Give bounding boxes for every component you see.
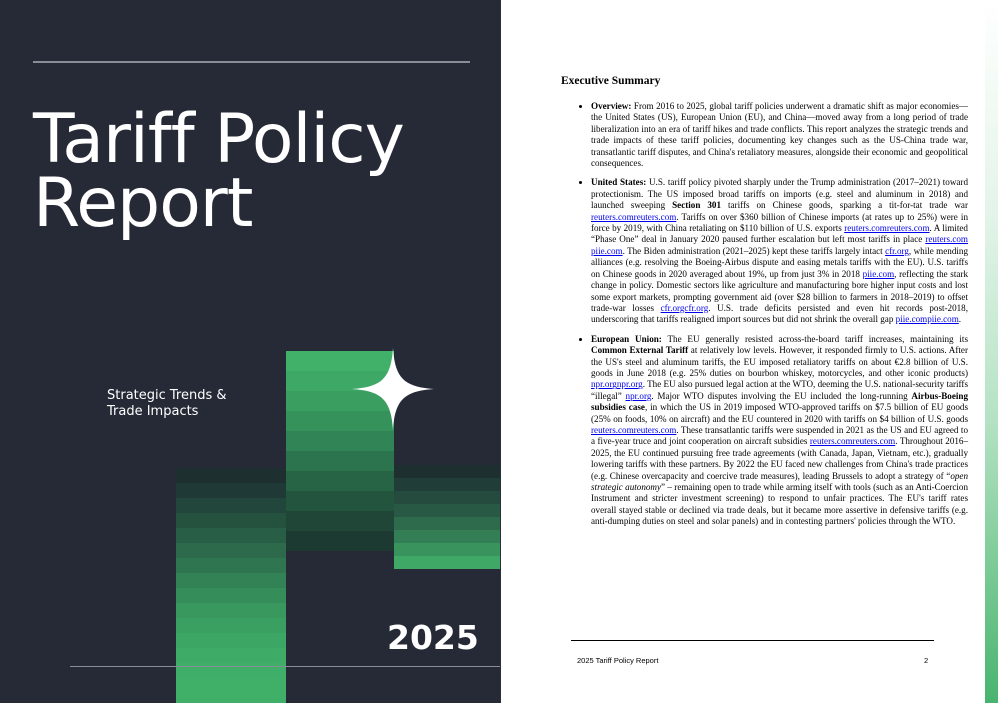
cover-bottom-divider — [70, 666, 500, 667]
source-link[interactable]: reuters.comreuters.com — [809, 436, 896, 447]
cover-subtitle — [107, 388, 227, 420]
summary-bullet-list — [561, 101, 968, 536]
summary-bullet — [591, 334, 968, 528]
cover-year: 2025 — [387, 618, 479, 657]
bullet-text: . These transatlantic tariffs were suspended in 2021 as the US and EU agreed to a five-year truce and joint cooperation on aircraft subsidies — [591, 424, 968, 447]
bullet-text: , reflecting the stark change in policy. Domestic sectors like agriculture and manufacturing bore higher input costs and lost some export markets, prompting government aid (over $28 billion to farmers in 2018–2019) to offset trade-war losses — [591, 268, 968, 313]
page-edge-gradient — [973, 0, 998, 703]
summary-bullet — [591, 177, 968, 325]
source-link[interactable]: reuters.comreuters.com — [591, 211, 677, 222]
green-column-right — [394, 465, 500, 569]
cover-title: Tariff Policy Report — [33, 100, 404, 243]
footer-divider — [571, 640, 934, 641]
bullet-emphasis: Common External Tariff — [591, 345, 689, 356]
source-link[interactable]: npr.org — [625, 390, 652, 401]
source-link[interactable]: reuters.comreuters.com — [591, 424, 677, 435]
bullet-text: , in which the US in 2019 imposed WTO-approved tariffs on $7.5 billion of EU goods (25% on foods, 10% on aircraft) and the EU countered in 2020 with tariffs on $4 billion of U.S. goods — [591, 402, 968, 424]
bullet-text: tariffs on Chinese goods, sparking a tit-for-tat trade war — [721, 200, 968, 211]
bullet-text: . U.S. trade deficits persisted and even hit records post-2018, underscoring that tariffs realigned import sources but did not shrink the overall gap — [591, 302, 968, 325]
sparkle-icon — [352, 348, 434, 430]
bullet-text: . The EU also pursued legal action at the WTO, deeming the U.S. national-security tariffs “illegal” — [591, 379, 968, 401]
page-number: 2 — [924, 656, 929, 665]
bullet-text: . Major WTO disputes involving the EU included the long-running — [651, 390, 912, 401]
bullet-text: ” – remaining open to trade while arming itself with tools (such as an Anti-Coercion Instrument and stricter investment screening) to respond to unfair practices. The EU's tariff rates overall stayed stable or declined via trade deals, but it became more assertive in defensive tariffs (e.g. anti-dumping duties on steel and solar panels) and in contesting partners' policies through the WTO. — [591, 482, 968, 527]
cover-subtitle-line1: Strategic Trends & — [107, 388, 227, 403]
bullet-italic: open strategic autonomy — [591, 470, 968, 492]
bullet-emphasis: Airbus-Boeing subsidies case — [591, 390, 968, 413]
bullet-label: European Union: — [591, 333, 662, 344]
source-link[interactable]: cfr.org — [885, 245, 909, 256]
bullet-text: The EU generally resisted across-the-board tariff increases, maintaining its — [661, 333, 968, 344]
bullet-label: Overview: — [591, 101, 632, 111]
bullet-text: at relatively low levels. However, it responded firmly to U.S. actions. After the US's steel and aluminum tariffs, the EU imposed retaliatory tariffs on about €2.8 billion of U.S. goods in June 2018 (e.g. 25% duties on bourbon whiskey, motorcycles, and other iconic products) — [591, 345, 968, 378]
bullet-text: . Throughout 2016–2025, the EU continued pursuing free trade agreements (with Canada, Japan, Vietnam, etc.), gradually lowering tariffs with these partners. By 2022 the EU faced new challenges from China's trade practices (e.g. Chinese overcapacity and coercive trade measures), leading Brussels to adopt a strategy of “ — [591, 436, 969, 481]
cover-top-divider — [33, 61, 470, 63]
source-link[interactable]: piie.compiie.com — [895, 314, 959, 325]
section-heading: Executive Summary — [561, 75, 661, 87]
bullet-label: United States: — [591, 177, 647, 188]
source-link[interactable]: piie.com — [862, 268, 895, 279]
cover-subtitle-line2: Trade Impacts — [107, 404, 199, 419]
bullet-text: , while mending alliances (e.g. resolving the Boeing-Airbus dispute and easing metals tariffs with the EU). U.S. tariffs on Chinese goods in 2020 averaged about 19%, up from just 3% in 2018 — [591, 245, 968, 279]
summary-bullet — [591, 101, 968, 169]
bullet-text: . — [958, 314, 962, 325]
bullet-text: From 2016 to 2025, global tariff policies underwent a dramatic shift as major economies—the United States (US), European Union (EU), and China—moved away from a long period of trade liberalization into an era of tariff hikes and trade conflicts. This report analyzes the strategic trends and trade impacts of these tariff policies, documenting key changes such as the US-China trade war, transatlantic tariff disputes, and China's retaliatory measures, alongside their economic and geopolitical consequences. — [591, 101, 968, 169]
bullet-text: U.S. tariff policy pivoted sharply under the Trump administration (2017–2021) toward protectionism. The US imposed broad tariffs on imports (e.g. steel and aluminum in 2018) and launched sweeping — [591, 177, 969, 211]
source-link[interactable]: npr.orgnpr.org — [591, 379, 643, 390]
green-column-left — [176, 468, 286, 703]
source-link[interactable]: reuters.com piie.com — [591, 234, 968, 256]
bullet-emphasis: Section 301 — [672, 200, 722, 211]
bullet-text: . A limited “Phase One” deal in January 2020 paused further escalation but left most tariffs in place — [591, 223, 968, 245]
source-link[interactable]: cfr.orgcfr.org — [660, 302, 709, 313]
source-link[interactable]: reuters.comreuters.com — [844, 223, 930, 234]
bullet-text: . Tariffs on over $360 billion of Chinese imports (at rates up to 25%) were in force by 2019, with China retaliating on $110 billion of U.S. exports — [591, 211, 968, 234]
bullet-text: . The Biden administration (2021–2025) kept these tariffs largely intact — [622, 245, 886, 256]
document-page — [501, 0, 998, 703]
footer-title: 2025 Tariff Policy Report — [577, 656, 659, 665]
